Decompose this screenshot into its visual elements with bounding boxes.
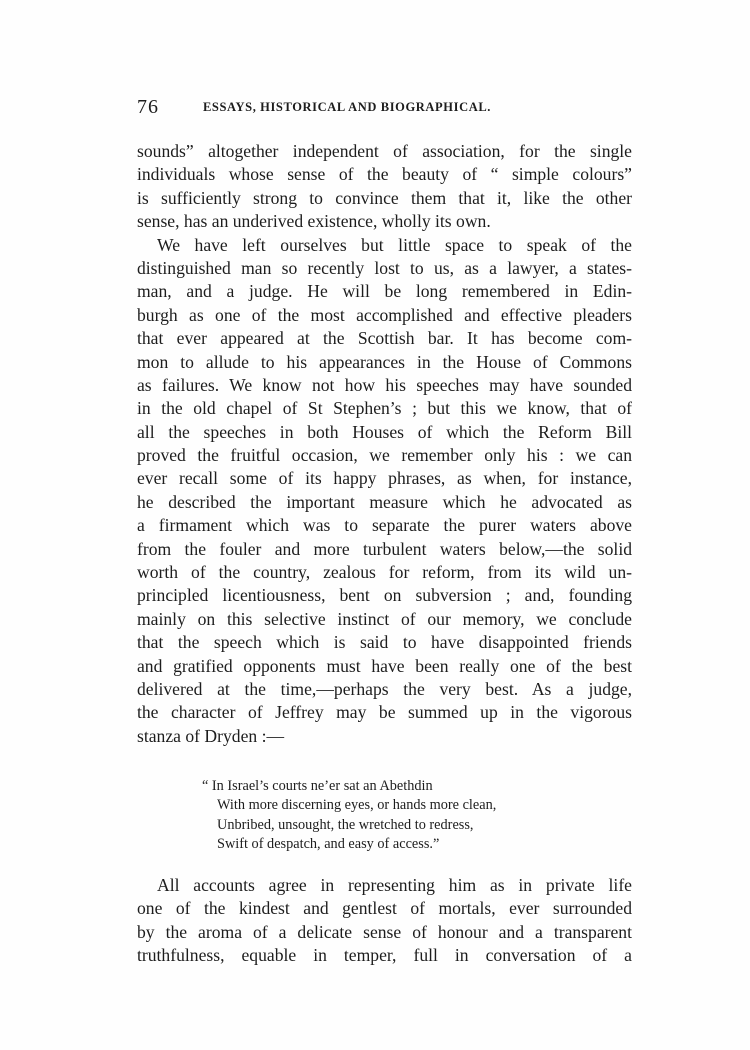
paragraph <box>137 874 632 968</box>
text-line: the character of Jeffrey may be summed up in the vigorous <box>137 702 632 723</box>
text-line: individuals whose sense of the beauty of “ simple colours” <box>137 164 632 185</box>
body-text-upper <box>137 140 632 748</box>
verse-line: With more discerning eyes, or hands more clean, <box>217 797 497 814</box>
text-line: as failures. We know not how his speeches may have sounded <box>137 374 632 395</box>
page-number: 76 <box>137 96 159 118</box>
verse-line: Swift of despatch, and easy of access.” <box>217 835 440 852</box>
text-line: proved the fruitful occasion, we remember only his : we can <box>137 445 632 466</box>
text-line: he described the important measure which he advocated as <box>137 491 632 512</box>
verse-quotation <box>202 777 522 854</box>
text-line: man, and a judge. He will be long remembered in Edin- <box>137 281 632 302</box>
text-line: all the speeches in both Houses of which the Reform Bill <box>137 421 632 442</box>
text-line: truthfulness, equable in temper, full in conversation of a <box>137 945 632 966</box>
text-line: ever recall some of its happy phrases, as when, for instance, <box>137 468 632 489</box>
text-line: mon to allude to his appearances in the House of Commons <box>137 351 632 372</box>
page-header <box>137 96 637 120</box>
running-head: ESSAYS, HISTORICAL AND BIOGRAPHICAL. <box>203 100 491 114</box>
text-line: distinguished man so recently lost to us, as a lawyer, a states- <box>137 257 632 278</box>
text-line: We have left ourselves but little space to speak of the <box>157 234 632 255</box>
text-line: by the aroma of a delicate sense of honour and a transparent <box>137 921 632 942</box>
text-line: mainly on this selective instinct of our memory, we conclude <box>137 608 632 629</box>
text-line: sounds” altogether independent of association, for the single <box>137 141 632 161</box>
text-line: stanza of Dryden :— <box>137 725 285 746</box>
text-line: delivered at the time,—perhaps the very best. As a judge, <box>137 678 632 699</box>
paragraph <box>137 234 632 749</box>
text-line: worth of the country, zealous for reform, from its wild un- <box>137 562 632 583</box>
text-line: is sufficiently strong to convince them that it, like the other <box>137 187 632 208</box>
text-line: from the fouler and more turbulent waters below,—the solid <box>137 538 632 559</box>
verse-line: “ In Israel’s courts ne’er sat an Abethdin <box>202 778 433 794</box>
text-line: one of the kindest and gentlest of mortals, ever surrounded <box>137 898 632 919</box>
body-text-lower <box>137 874 632 968</box>
paragraph <box>137 140 632 234</box>
text-line: in the old chapel of St Stephen’s ; but this we know, that of <box>137 398 632 419</box>
verse-line: Unbribed, unsought, the wretched to redress, <box>217 816 474 833</box>
text-line: that ever appeared at the Scottish bar. It has become com- <box>137 328 632 349</box>
text-line: and gratified opponents must have been really one of the best <box>137 655 632 676</box>
text-line: burgh as one of the most accomplished and effective pleaders <box>137 304 632 325</box>
text-line: a firmament which was to separate the purer waters above <box>137 515 632 536</box>
text-line: principled licentiousness, bent on subversion ; and, founding <box>137 585 632 606</box>
text-line: that the speech which is said to have disappointed friends <box>137 632 632 653</box>
text-line: All accounts agree in representing him as in private life <box>157 875 632 895</box>
text-line: sense, has an underived existence, wholly its own. <box>137 211 491 232</box>
